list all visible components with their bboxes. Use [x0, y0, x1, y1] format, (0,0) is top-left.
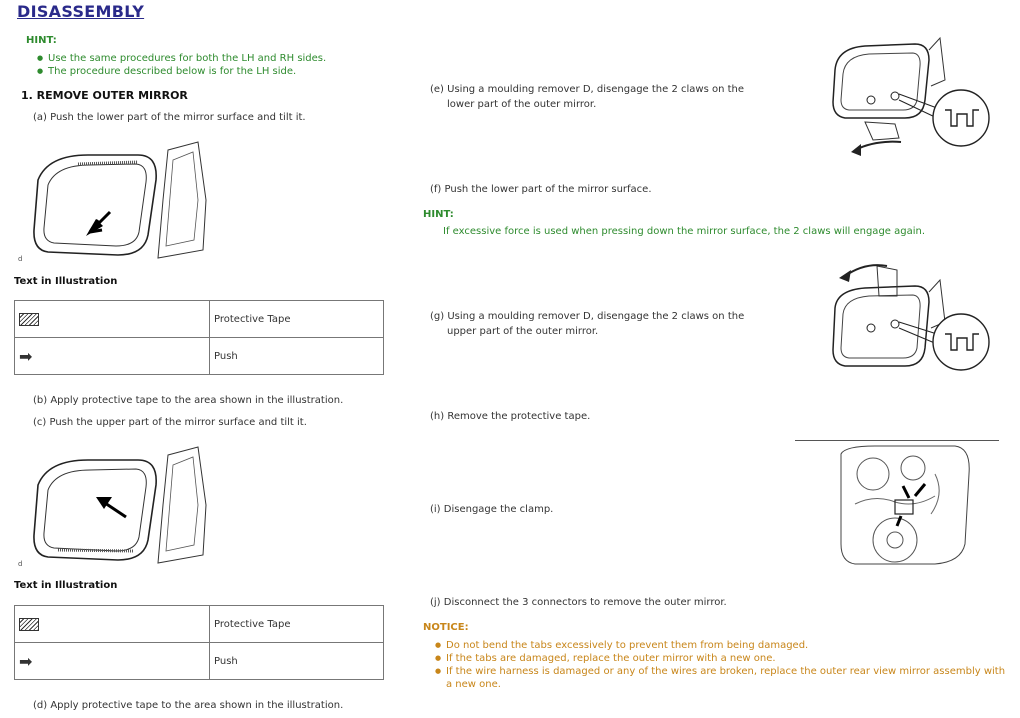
notice-list — [435, 639, 1010, 691]
protective-tape-hatch-icon — [19, 313, 39, 326]
legend-symbol-cell — [15, 301, 210, 338]
step-e-line1: (e) Using a moulding remover D, disengage the 2 claws on the — [430, 84, 745, 95]
legend-symbol-cell — [15, 643, 210, 680]
divider — [795, 440, 999, 441]
step-j: (j) Disconnect the 3 connectors to remove the outer mirror. — [430, 597, 727, 608]
legend-label-cell: Protective Tape — [210, 301, 384, 338]
table-row — [15, 301, 384, 338]
text-in-illustration-heading: Text in Illustration — [14, 276, 118, 287]
step-e-line2: lower part of the outer mirror. — [447, 99, 597, 110]
step-d: (d) Apply protective tape to the area shown in the illustration. — [33, 700, 344, 711]
table-row — [15, 643, 384, 680]
claw-lower-illustration — [825, 30, 1005, 160]
legend-label-cell: Push — [210, 643, 384, 680]
step-g-line2: upper part of the outer mirror. — [447, 326, 599, 337]
mirror-push-lower-illustration — [18, 140, 218, 265]
table-row — [15, 606, 384, 643]
notice-item: ● If the tabs are damaged, replace the outer mirror with a new one. — [435, 652, 1010, 665]
legend-label-cell: Protective Tape — [210, 606, 384, 643]
step-g-line1: (g) Using a moulding remover D, disengage the 2 claws on the — [430, 311, 745, 322]
text-in-illustration-heading: Text in Illustration — [14, 580, 118, 591]
mirror-push-upper-illustration — [18, 445, 218, 570]
hint-text: If excessive force is used when pressing down the mirror surface, the 2 claws will engage again. — [443, 226, 926, 237]
hint-label: HINT: — [26, 35, 57, 46]
illustration-legend-table — [14, 300, 384, 375]
protective-tape-hatch-icon — [19, 618, 39, 631]
step-b: (b) Apply protective tape to the area shown in the illustration. — [33, 395, 344, 406]
figure-tag: d — [18, 255, 23, 263]
legend-symbol-cell — [15, 606, 210, 643]
step-i: (i) Disengage the clamp. — [430, 504, 554, 515]
step-a: (a) Push the lower part of the mirror surface and tilt it. — [33, 112, 306, 123]
notice-item: ● Do not bend the tabs excessively to prevent them from being damaged. — [435, 639, 1010, 652]
hint-item: ● Use the same procedures for both the LH and RH sides. — [37, 52, 397, 65]
step-f: (f) Push the lower part of the mirror surface. — [430, 184, 652, 195]
illustration-legend-table — [14, 605, 384, 680]
hint-label: HINT: — [423, 209, 454, 220]
table-row — [15, 338, 384, 375]
legend-label-cell: Push — [210, 338, 384, 375]
push-arrow-icon: ➡ — [19, 346, 33, 366]
legend-symbol-cell — [15, 338, 210, 375]
hint-list — [37, 52, 397, 78]
step-h: (h) Remove the protective tape. — [430, 411, 591, 422]
claw-upper-illustration — [825, 258, 1005, 383]
push-arrow-icon: ➡ — [19, 651, 33, 671]
hint-item: ● The procedure described below is for the LH side. — [37, 65, 397, 78]
notice-item: ● If the wire harness is damaged or any of the wires are broken, replace the outer rear view mirror assembly with a new one. — [435, 665, 1010, 691]
figure-tag: d — [18, 560, 23, 568]
page-title: DISASSEMBLY — [17, 2, 145, 21]
section-title: 1. REMOVE OUTER MIRROR — [21, 89, 188, 102]
notice-label: NOTICE: — [423, 622, 469, 633]
step-c: (c) Push the upper part of the mirror surface and tilt it. — [33, 417, 307, 428]
clamp-connector-illustration — [835, 444, 975, 569]
